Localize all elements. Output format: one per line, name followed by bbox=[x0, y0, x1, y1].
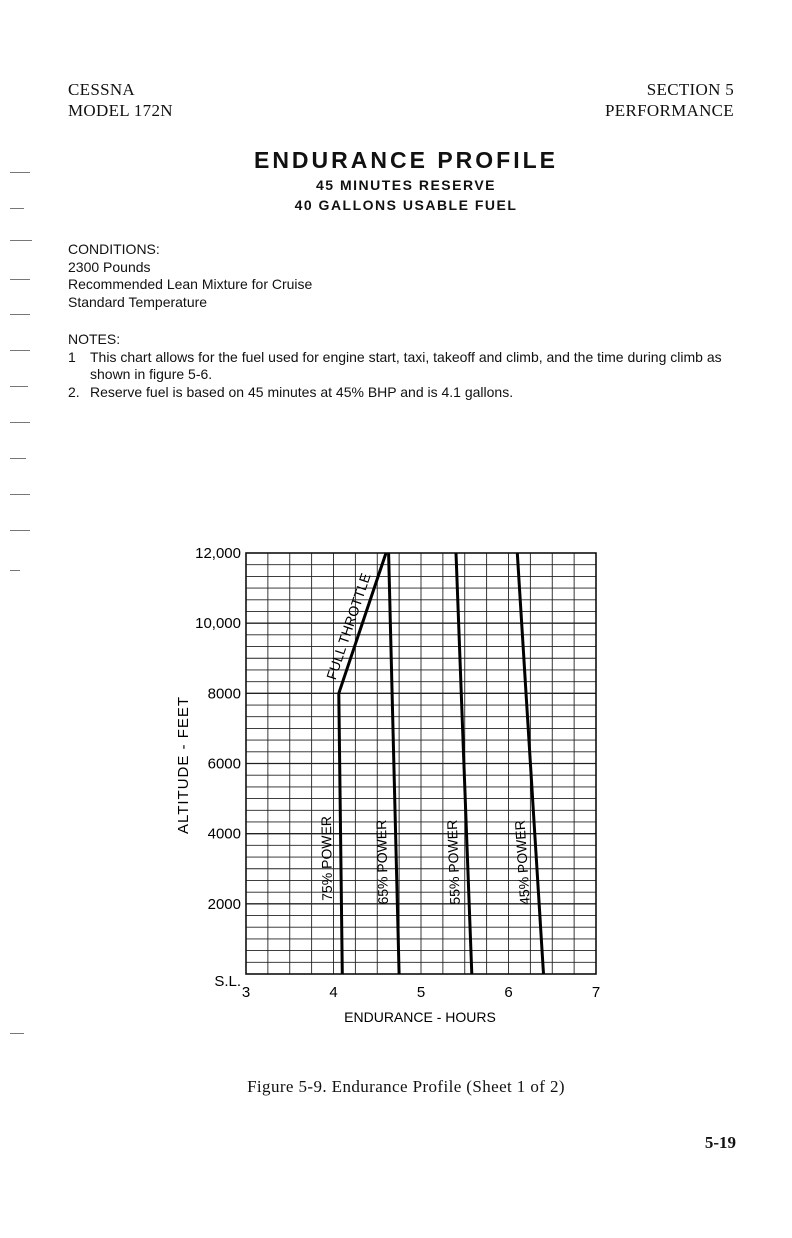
page-title: ENDURANCE PROFILE bbox=[253, 147, 558, 173]
chart-grid bbox=[246, 553, 596, 974]
x-tick-label: 7 bbox=[591, 984, 601, 1001]
section-name: PERFORMANCE bbox=[605, 101, 734, 120]
note-number: 1 bbox=[68, 348, 76, 365]
x-tick-label: 5 bbox=[416, 984, 426, 1001]
note-text: This chart allows for the fuel used for engine start, taxi, takeoff and climb, and the time during climb as shown in figure 5-6. bbox=[90, 348, 722, 382]
series-label: 65% POWER bbox=[372, 819, 392, 905]
series-line-75-power bbox=[339, 693, 343, 974]
x-axis-label: ENDURANCE - HOURS bbox=[344, 1009, 496, 1025]
manufacturer: CESSNA bbox=[68, 80, 135, 99]
series-label: 75% POWER bbox=[317, 815, 336, 901]
page-number: 5-19 bbox=[704, 1133, 736, 1152]
condition-item: 2300 Pounds bbox=[68, 258, 151, 275]
x-tick-label: 3 bbox=[241, 984, 251, 1001]
model: MODEL 172N bbox=[68, 101, 173, 120]
y-tick-label: S.L. bbox=[214, 973, 241, 990]
note-text: Reserve fuel is based on 45 minutes at 45% BHP and is 4.1 gallons. bbox=[90, 383, 514, 400]
x-tick-label: 4 bbox=[329, 984, 338, 1001]
y-tick-label: 6000 bbox=[207, 755, 241, 773]
y-tick-label: 8000 bbox=[207, 685, 241, 703]
page-subtitle-fuel: 40 GALLONS USABLE FUEL bbox=[294, 197, 518, 213]
x-tick-label: 6 bbox=[504, 984, 513, 1001]
conditions-heading: CONDITIONS: bbox=[68, 241, 160, 257]
condition-item: Standard Temperature bbox=[68, 293, 208, 310]
series-label: FULL THROTTLE bbox=[323, 571, 374, 682]
y-tick-label: 4000 bbox=[207, 825, 241, 843]
note-number: 2. bbox=[68, 383, 80, 400]
section-number: SECTION 5 bbox=[646, 80, 734, 99]
figure-caption: Figure 5-9. Endurance Profile (Sheet 1 of 2) bbox=[247, 1077, 565, 1096]
y-tick-label: 10,000 bbox=[195, 615, 241, 633]
notes-heading: NOTES: bbox=[68, 331, 121, 347]
series-label: 55% POWER bbox=[443, 819, 463, 905]
chart-labels bbox=[318, 571, 533, 905]
y-tick-label: 12,000 bbox=[195, 545, 241, 562]
y-axis-label: ALTITUDE - FEET bbox=[175, 695, 192, 835]
series-label: 45% POWER bbox=[511, 819, 533, 906]
y-tick-label: 2000 bbox=[207, 895, 241, 913]
page-subtitle-reserve: 45 MINUTES RESERVE bbox=[315, 177, 496, 193]
condition-item: Recommended Lean Mixture for Cruise bbox=[68, 276, 313, 292]
